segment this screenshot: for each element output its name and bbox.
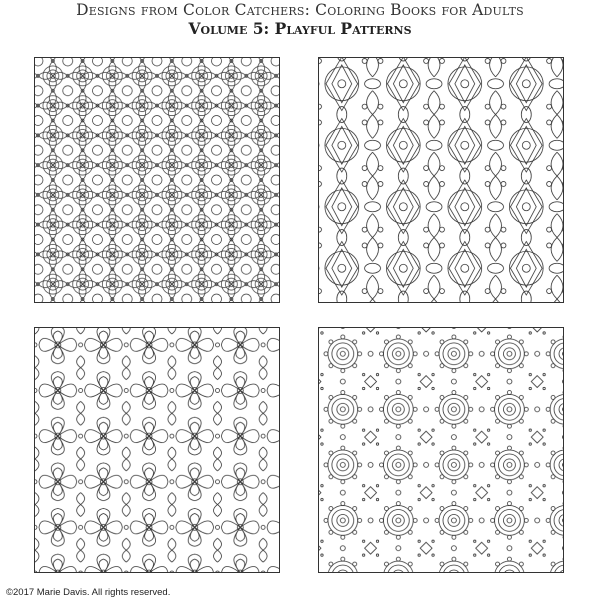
rosette-dot-pattern-icon bbox=[319, 328, 563, 572]
floral-quatrefoil-pattern-icon bbox=[35, 328, 279, 572]
page-title: Designs from Color Catchers: Coloring Books for Adults bbox=[76, 1, 524, 19]
page-subtitle: Volume 5: Playful Patterns bbox=[188, 19, 412, 38]
pattern-tile-1 bbox=[34, 57, 280, 303]
pattern-tile-3 bbox=[34, 327, 280, 573]
chain-medallion-pattern-icon bbox=[319, 58, 563, 302]
pattern-tile-4 bbox=[318, 327, 564, 573]
pattern-tile-2 bbox=[318, 57, 564, 303]
dense-lattice-pattern-icon bbox=[35, 58, 279, 302]
copyright-notice: ©2017 Marie Davis. All rights reserved. bbox=[6, 587, 171, 598]
